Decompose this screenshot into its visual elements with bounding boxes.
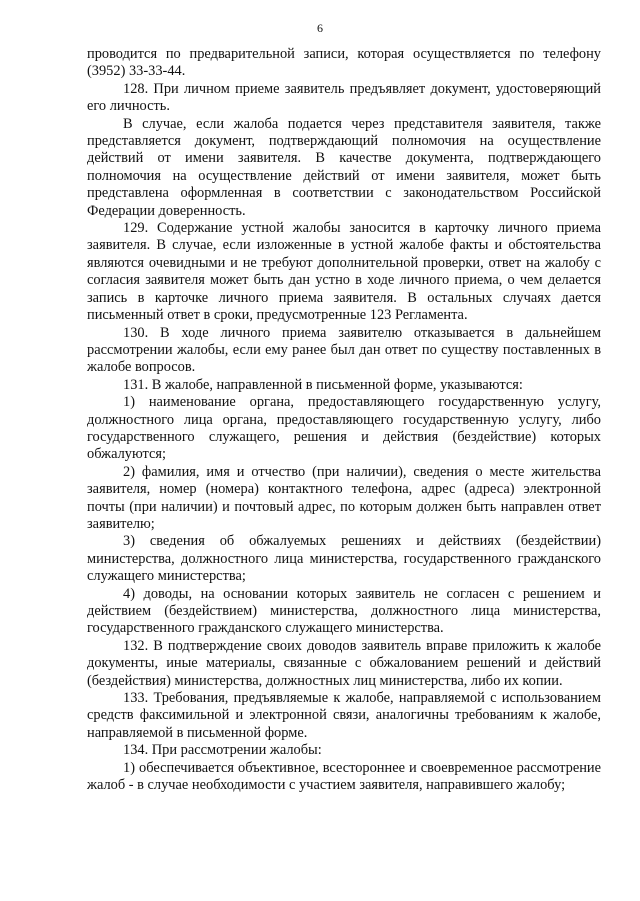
list-item-131-2: 2) фамилия, имя и отчество (при наличии), сведения о месте жительства заявителя, номер (номера) контактного телефона, адрес (адреса) электронной почты (при наличии) и почтовый адрес, по которым должен быть направлен ответ заявителю; bbox=[87, 463, 601, 532]
paragraph-130: 130. В ходе личного приема заявителю отказывается в дальнейшем рассмотрении жалобы, если ему ранее был дан ответ по существу поставленных в жалобе вопросов. bbox=[87, 324, 601, 376]
page-number: 6 bbox=[317, 21, 323, 35]
paragraph-129: 129. Содержание устной жалобы заносится в карточку личного приема заявителя. В случае, если изложенные в устной жалобе факты и обстоятельства являются очевидными и не требуют дополнительной проверки, ответ на жалобу с согласия заявителя может быть дан устно в ходе личного приема, о чем делается запись в карточке личного приема заявителя. В остальных случаях дается письменный ответ в сроки, предусмотренные 123 Регламента. bbox=[87, 220, 601, 324]
document-body bbox=[87, 46, 601, 794]
list-item-131-1: 1) наименование органа, предоставляющего государственную услугу, должностного лица органа, предоставляющего государственную услугу, либо государственного служащего, решения и действия (бездействие) которых обжалуются; bbox=[87, 394, 601, 463]
paragraph-133: 133. Требования, предъявляемые к жалобе, направляемой с использованием средств факсимильной и электронной связи, аналогичны требованиям к жалобе, направляемой в письменной форме. bbox=[87, 690, 601, 741]
paragraph-continuation: проводится по предварительной записи, которая осуществляется по телефону (3952) 33-33-44. bbox=[87, 46, 601, 80]
list-item-131-4: 4) доводы, на основании которых заявитель не согласен с решением и действием (бездействием) министерства, должностного лица министерства, государственного гражданского служащего министерства. bbox=[87, 585, 601, 637]
list-item-131-3: 3) сведения об обжалуемых решениях и действиях (бездействии) министерства, должностного лица министерства, государственного гражданского служащего министерства; bbox=[87, 533, 601, 585]
paragraph-128: 128. При личном приеме заявитель предъявляет документ, удостоверяющий его личность. bbox=[87, 80, 601, 115]
paragraph-representative: В случае, если жалоба подается через представителя заявителя, также представляется документ, подтверждающий полномочия на осуществление действий от имени заявителя. В качестве документа, подтверждающего полномочия на осуществление действий от имени заявителя, может быть представлена оформленная в соответствии с законодательством Российской Федерации доверенность. bbox=[87, 115, 601, 219]
paragraph-134: 134. При рассмотрении жалобы: bbox=[123, 742, 322, 759]
list-item-134-1: 1) обеспечивается объективное, всестороннее и своевременное рассмотрение жалоб - в случае необходимости с участием заявителя, направившего жалобу; bbox=[87, 759, 601, 794]
paragraph-132: 132. В подтверждение своих доводов заявитель вправе приложить к жалобе документы, иные материалы, связанные с обжалованием решений и действий (бездействия) министерства, должностных лиц министерства, либо их копии. bbox=[87, 637, 601, 689]
paragraph-131: 131. В жалобе, направленной в письменной форме, указываются: bbox=[123, 376, 523, 393]
